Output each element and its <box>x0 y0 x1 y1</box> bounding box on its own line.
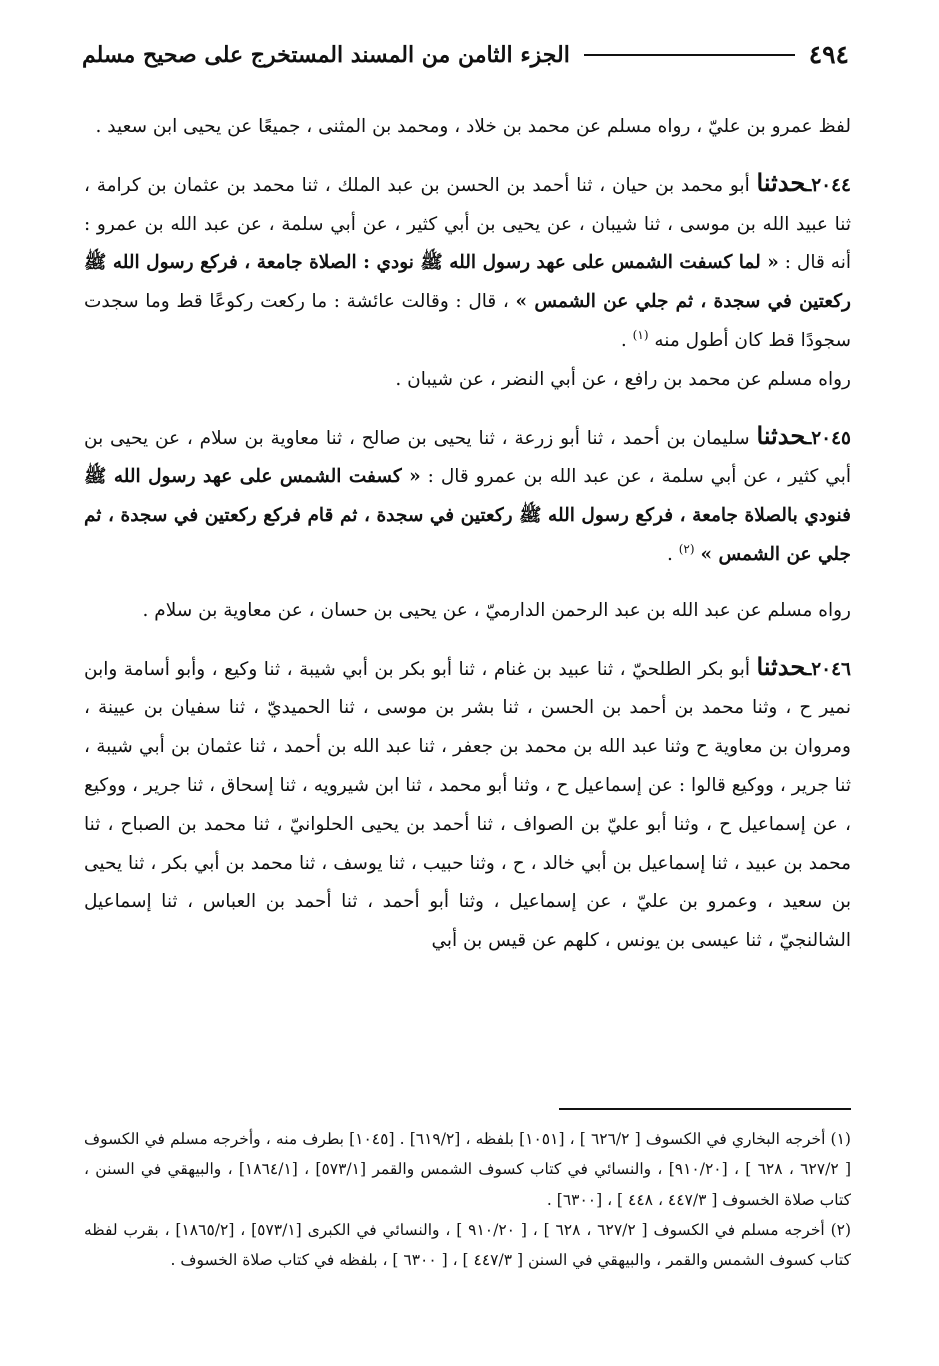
paragraph-3: رواه مسلم عن محمد بن رافع ، عن أبي النضر ، عن شيبان . <box>395 368 851 390</box>
isnad-text: ، قال : وقالت عائشة : ما ركعت ركوعًا قط وما سجدت سجودًا قط كان أطول منه <box>84 291 851 351</box>
running-title: الجزء الثامن من المسند المستخرج على صحيح مسلم <box>82 41 570 68</box>
sentence-end: . <box>620 329 633 351</box>
header-rule <box>584 54 795 56</box>
haddatha-word: حدثنا <box>756 167 806 197</box>
matn-quote: « كسفت الشمس على عهد رسول الله ﷺ فنودي بالصلاة جامعة ، فركع رسول الله ﷺ ركعتين في سجدة ، ثم قام فركع ركعتين في سجدة ، ثم جلي عن الشمس » <box>84 466 851 565</box>
haddatha-word: حدثنا <box>756 420 806 450</box>
hadith-2045 <box>84 417 851 575</box>
hadith-2044 <box>84 164 851 361</box>
paragraph-5: رواه مسلم عن عبد الله بن عبد الرحمن الدارميّ ، عن يحيى بن حسان ، عن معاوية بن سلام . <box>142 599 851 621</box>
matn-quote: « لما كسفت الشمس على عهد رسول الله ﷺ نودي : الصلاة جامعة ، فركع رسول الله ﷺ ركعتين في سجدة ، ثم جلي عن الشمس » <box>84 252 851 313</box>
hadith-number: ٢٠٤٤ـ <box>805 174 851 196</box>
paragraph-1: لفظ عمرو بن عليّ ، رواه مسلم عن محمد بن خلاد ، ومحمد بن المثنى ، جميعًا عن يحيى ابن سعيد . <box>95 116 851 137</box>
haddatha-word: حدثنا <box>756 651 806 681</box>
footnote-2: (٢) أخرجه مسلم في الكسوف [ ٦٢٧/٢ ، ٦٢٨ ] ، [ ٩١٠/٢٠ ] ، والنسائي في الكبرى [٥٧٣/١] ، [١٨٦٥/٢] ، بقرب لفظه كتاب كسوف الشمس والقمر ، والبيهقي في السنن [ ٤٤٧/٣ ] ، [ ٦٣٠٠ ] ، بلفظه في كتاب صلاة الخسوف . <box>84 1220 852 1270</box>
isnad-text: سليمان بن أحمد ، ثنا أبو زرعة ، ثنا يحيى بن صالح ، ثنا معاوية بن سلام ، عن يحيى بن أبي كثير ، عن أبي سلمة ، عن عبد الله بن عمرو قال : <box>84 427 851 488</box>
footnote-1: (١) أخرجه البخاري في الكسوف [ ٦٢٦/٢ ] ، [١٠٥١] بلفظه ، [٦١٩/٢] . [١٠٤٥] بطرف منه ، وأخرجه مسلم في الكسوف [ ٦٢٧/٢ ، ٦٢٨ ] ، [٩١٠/٢٠] ، والنسائي في كتاب كسوف الشمس والقمر [٥٧٣/١] ، [١٨٦٤/١] ، والبيهقي في السنن ، كتاب صلاة الخسوف [ ٤٤٧/٣ ، ٤٤٨ ] ، [٦٣٠٠] . <box>84 1130 852 1209</box>
footnotes <box>84 1124 851 1275</box>
hadith-2046 <box>84 648 851 961</box>
page-header <box>82 40 849 69</box>
isnad-text: أبو محمد بن حيان ، ثنا أحمد بن الحسن بن عبد الملك ، ثنا محمد بن عثمان بن كرامة ، ثنا عبيد الله بن موسى ، ثنا شيبان ، عن يحيى بن أبي كثير ، عن أبي سلمة ، عن عبد الله بن عمرو : أنه قال : <box>84 174 851 274</box>
main-text <box>84 108 851 961</box>
footnote-marker: (١) <box>632 327 649 342</box>
footnote-marker: (٢) <box>678 541 695 556</box>
footnote-separator <box>559 1108 851 1110</box>
page-number: ٤٩٤ <box>808 40 849 69</box>
hadith-number: ٢٠٤٦ـ <box>805 658 851 680</box>
sentence-end: . <box>666 543 679 565</box>
hadith-number: ٢٠٤٥ـ <box>805 427 851 449</box>
isnad-text: أبو بكر الطلحيّ ، ثنا عبيد بن غنام ، ثنا أبو بكر بن أبي شيبة ، ثنا وكيع ، وأبو أسامة وابن نمير ح ، وثنا محمد بن أحمد بن الحسن ، ثنا بشر بن موسى ، ثنا الحميديّ ، ثنا سفيان بن عيينة ، ومروان بن معاوية ح وثنا عبد الله بن محمد بن جعفر ، ثنا عبد الله بن أحمد ، ثنا عثمان بن أبي شيبة ، ثنا جرير ، ووكيع قالوا : عن إسماعيل ح ، وثنا أبو محمد ، ثنا ابن شيرويه ، ثنا إسحاق ، ثنا جرير ، ووكيع ، عن إسماعيل ح ، وثنا أبو عليّ بن الصواف ، ثنا أحمد بن يحيى الحلوانيّ ، ثنا محمد بن الصباح ، ثنا محمد بن عبيد ، ثنا إسماعيل بن أبي خالد ، ح ، وثنا حبيب ، ثنا يوسف ، ثنا محمد بن أبي بكر ، ثنا يحيى بن سعيد ، وعمرو بن عليّ ، عن إسماعيل ، وثنا أبو أحمد ، ثنا أحمد بن العباس ، ثنا إسماعيل الشالنجيّ ، ثنا عيسى بن يونس ، كلهم عن قيس بن أبي <box>84 658 851 952</box>
